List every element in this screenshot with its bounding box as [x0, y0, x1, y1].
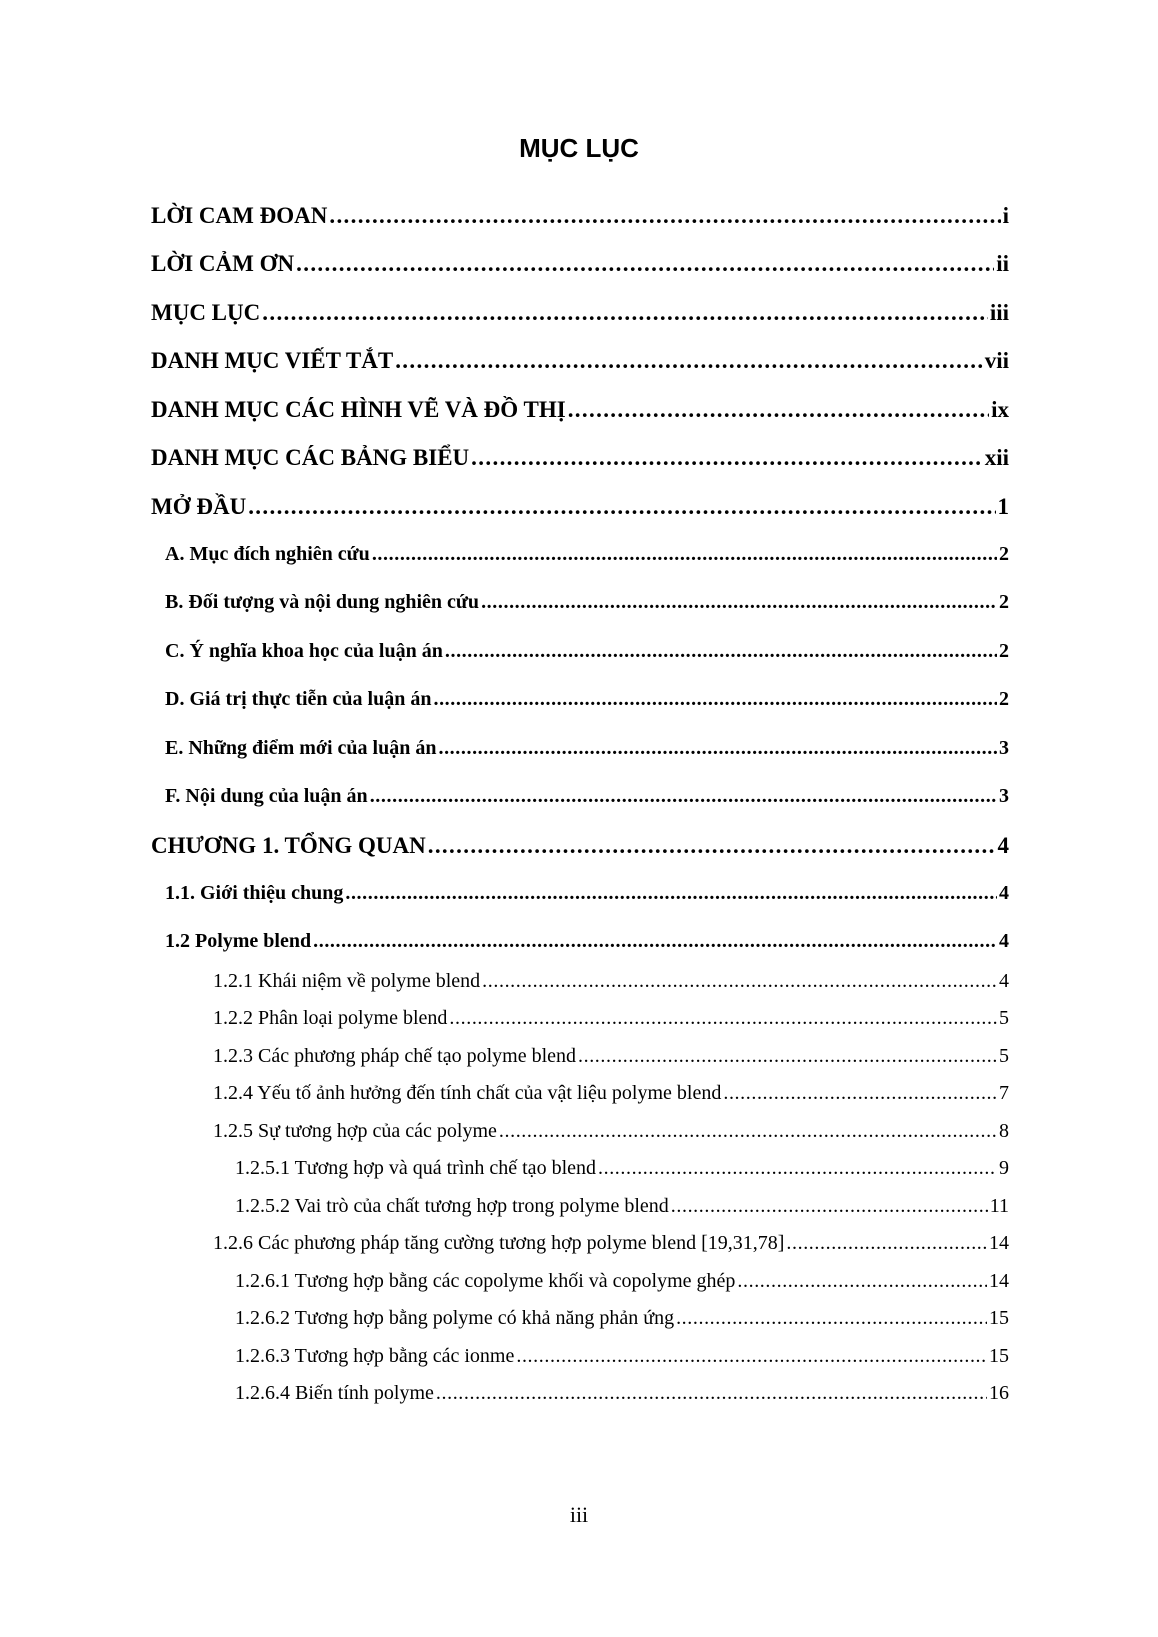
- dot-leader: [723, 1082, 997, 1105]
- toc-entry-page: iii: [989, 300, 1009, 325]
- toc-entry: [165, 688, 1009, 716]
- dot-leader: [676, 1307, 987, 1330]
- toc-entry: [151, 445, 1009, 477]
- toc-entry-title: DANH MỤC CÁC HÌNH VẼ VÀ ĐỒ THỊ: [151, 397, 566, 422]
- toc-entry: [213, 1120, 1009, 1148]
- toc-entry: [213, 1232, 1009, 1260]
- toc-entry-page: 14: [989, 1232, 1009, 1254]
- toc-entry-title: B. Đối tượng và nội dung nghiên cứu: [165, 591, 480, 613]
- toc-entry-page: 2: [999, 688, 1009, 710]
- toc-entry-page: 7: [999, 1082, 1009, 1104]
- dot-leader: [395, 348, 983, 374]
- toc-entry: [151, 348, 1009, 380]
- toc-entry: [165, 737, 1009, 765]
- toc-entry-title: 1.2.1 Khái niệm về polyme blend: [213, 970, 481, 992]
- toc-entry-title: C. Ý nghĩa khoa học của luận án: [165, 640, 443, 662]
- dot-leader: [433, 688, 997, 711]
- toc-entry: [165, 882, 1009, 910]
- toc-entry-title: MỞ ĐẦU: [151, 494, 247, 519]
- toc-entry-title: 1.2.5 Sự tương hợp của các polyme: [213, 1120, 497, 1142]
- toc-entry: [165, 543, 1009, 571]
- toc-entry-page: 15: [989, 1307, 1009, 1329]
- toc-entry: [151, 833, 1009, 865]
- toc-entry-page: xii: [984, 445, 1009, 470]
- toc-entry-title: D. Giá trị thực tiễn của luận án: [165, 688, 432, 710]
- dot-leader: [370, 785, 997, 808]
- toc-entry: [235, 1345, 1009, 1373]
- toc-entry-title: LỜI CẢM ƠN: [151, 251, 295, 276]
- toc-entry: [165, 785, 1009, 813]
- toc-entry-page: 11: [989, 1195, 1009, 1217]
- toc-entry-title: DANH MỤC CÁC BẢNG BIỂU: [151, 445, 470, 470]
- toc-entry-title: A. Mục đích nghiên cứu: [165, 543, 370, 565]
- toc-entry: [151, 300, 1009, 332]
- toc-entry: [165, 591, 1009, 619]
- dot-leader: [329, 203, 1000, 229]
- toc-entry: [165, 930, 1009, 958]
- toc-entry: [235, 1195, 1009, 1223]
- toc-entry-page: 2: [999, 640, 1009, 662]
- dot-leader: [372, 543, 997, 566]
- toc-entry: [151, 251, 1009, 283]
- toc-entry-page: ix: [991, 397, 1009, 422]
- toc-entry-page: 2: [999, 543, 1009, 565]
- toc-entry-title: 1.2.6 Các phương pháp tăng cường tương hợp polyme blend [19,31,78]: [213, 1232, 785, 1254]
- dot-leader: [445, 640, 997, 663]
- dot-leader: [578, 1045, 997, 1068]
- toc-entry-page: ii: [996, 251, 1009, 276]
- toc-entry-title: CHƯƠNG 1. TỔNG QUAN: [151, 833, 426, 858]
- dot-leader: [471, 445, 983, 471]
- page-number: iii: [569, 1502, 589, 1527]
- dot-leader: [428, 833, 996, 859]
- toc-entry: [235, 1270, 1009, 1298]
- dot-leader: [449, 1007, 997, 1030]
- toc-entry-page: 14: [989, 1270, 1009, 1292]
- dot-leader: [786, 1232, 987, 1255]
- toc-entry-title: 1.2.6.1 Tương hợp bằng các copolyme khối và copolyme ghép: [235, 1270, 736, 1292]
- toc-entry-page: 4: [999, 970, 1009, 992]
- toc-entry-title: 1.2.2 Phân loại polyme blend: [213, 1007, 448, 1029]
- dot-leader: [296, 251, 994, 277]
- dot-leader: [671, 1195, 988, 1218]
- dot-leader: [313, 930, 997, 953]
- toc-entry-title: E. Những điểm mới của luận án: [165, 737, 437, 759]
- toc-entry: [151, 494, 1009, 526]
- toc-entry: [151, 397, 1009, 429]
- dot-leader: [248, 494, 995, 520]
- toc-entry-title: LỜI CAM ĐOAN: [151, 203, 328, 228]
- toc-entry-page: vii: [984, 348, 1009, 373]
- toc-entry: [213, 1045, 1009, 1073]
- toc-entry-page: 4: [999, 930, 1009, 952]
- toc-entry: [235, 1382, 1009, 1410]
- dot-leader: [438, 737, 997, 760]
- toc-entry: [235, 1157, 1009, 1185]
- toc-entry-page: 3: [999, 737, 1009, 759]
- page-title: MỤC LỤC: [519, 133, 639, 163]
- toc-entry-page: 8: [999, 1120, 1009, 1142]
- toc-entry-title: 1.2.6.3 Tương hợp bằng các ionme: [235, 1345, 515, 1367]
- toc-entry: [151, 203, 1009, 235]
- toc-entry-page: 4: [997, 833, 1009, 858]
- toc-entry-title: 1.2.5.1 Tương hợp và quá trình chế tạo blend: [235, 1157, 596, 1179]
- toc-entry-page: 3: [999, 785, 1009, 807]
- toc-entry-title: 1.1. Giới thiệu chung: [165, 882, 344, 904]
- toc-entry-title: F. Nội dung của luận án: [165, 785, 368, 807]
- dot-leader: [568, 397, 989, 423]
- toc-entry-title: 1.2.3 Các phương pháp chế tạo polyme blend: [213, 1045, 576, 1067]
- dot-leader: [499, 1120, 997, 1143]
- toc-entry-title: MỤC LỤC: [151, 300, 261, 325]
- dot-leader: [481, 591, 997, 614]
- toc-entry-title: 1.2.6.4 Biến tính polyme: [235, 1382, 434, 1404]
- dot-leader: [598, 1157, 997, 1180]
- toc-entry-page: 5: [999, 1045, 1009, 1067]
- toc-entry-title: 1.2.4 Yếu tố ảnh hưởng đến tính chất của vật liệu polyme blend: [213, 1082, 722, 1104]
- dot-leader: [345, 882, 997, 905]
- toc-entry-page: 15: [989, 1345, 1009, 1367]
- toc-entry: [165, 640, 1009, 668]
- dot-leader: [436, 1382, 987, 1405]
- toc-entry-title: 1.2.6.2 Tương hợp bằng polyme có khả năng phản ứng: [235, 1307, 675, 1329]
- dot-leader: [482, 970, 997, 993]
- dot-leader: [516, 1345, 987, 1368]
- toc-entry-page: i: [1002, 203, 1009, 228]
- toc-entry: [235, 1307, 1009, 1335]
- toc-entry-page: 9: [999, 1157, 1009, 1179]
- toc-entry-page: 16: [989, 1382, 1009, 1404]
- toc-entry-page: 1: [997, 494, 1009, 519]
- toc-entry-page: 4: [999, 882, 1009, 904]
- dot-leader: [262, 300, 988, 326]
- toc-entry-title: DANH MỤC VIẾT TẮT: [151, 348, 394, 373]
- toc-entry-page: 2: [999, 591, 1009, 613]
- toc-entry-title: 1.2.5.2 Vai trò của chất tương hợp trong polyme blend: [235, 1195, 669, 1217]
- dot-leader: [737, 1270, 987, 1293]
- toc-entry-title: 1.2 Polyme blend: [165, 930, 312, 952]
- toc-entry: [213, 1007, 1009, 1035]
- toc-entry: [213, 970, 1009, 998]
- toc-entry-page: 5: [999, 1007, 1009, 1029]
- toc-entry: [213, 1082, 1009, 1110]
